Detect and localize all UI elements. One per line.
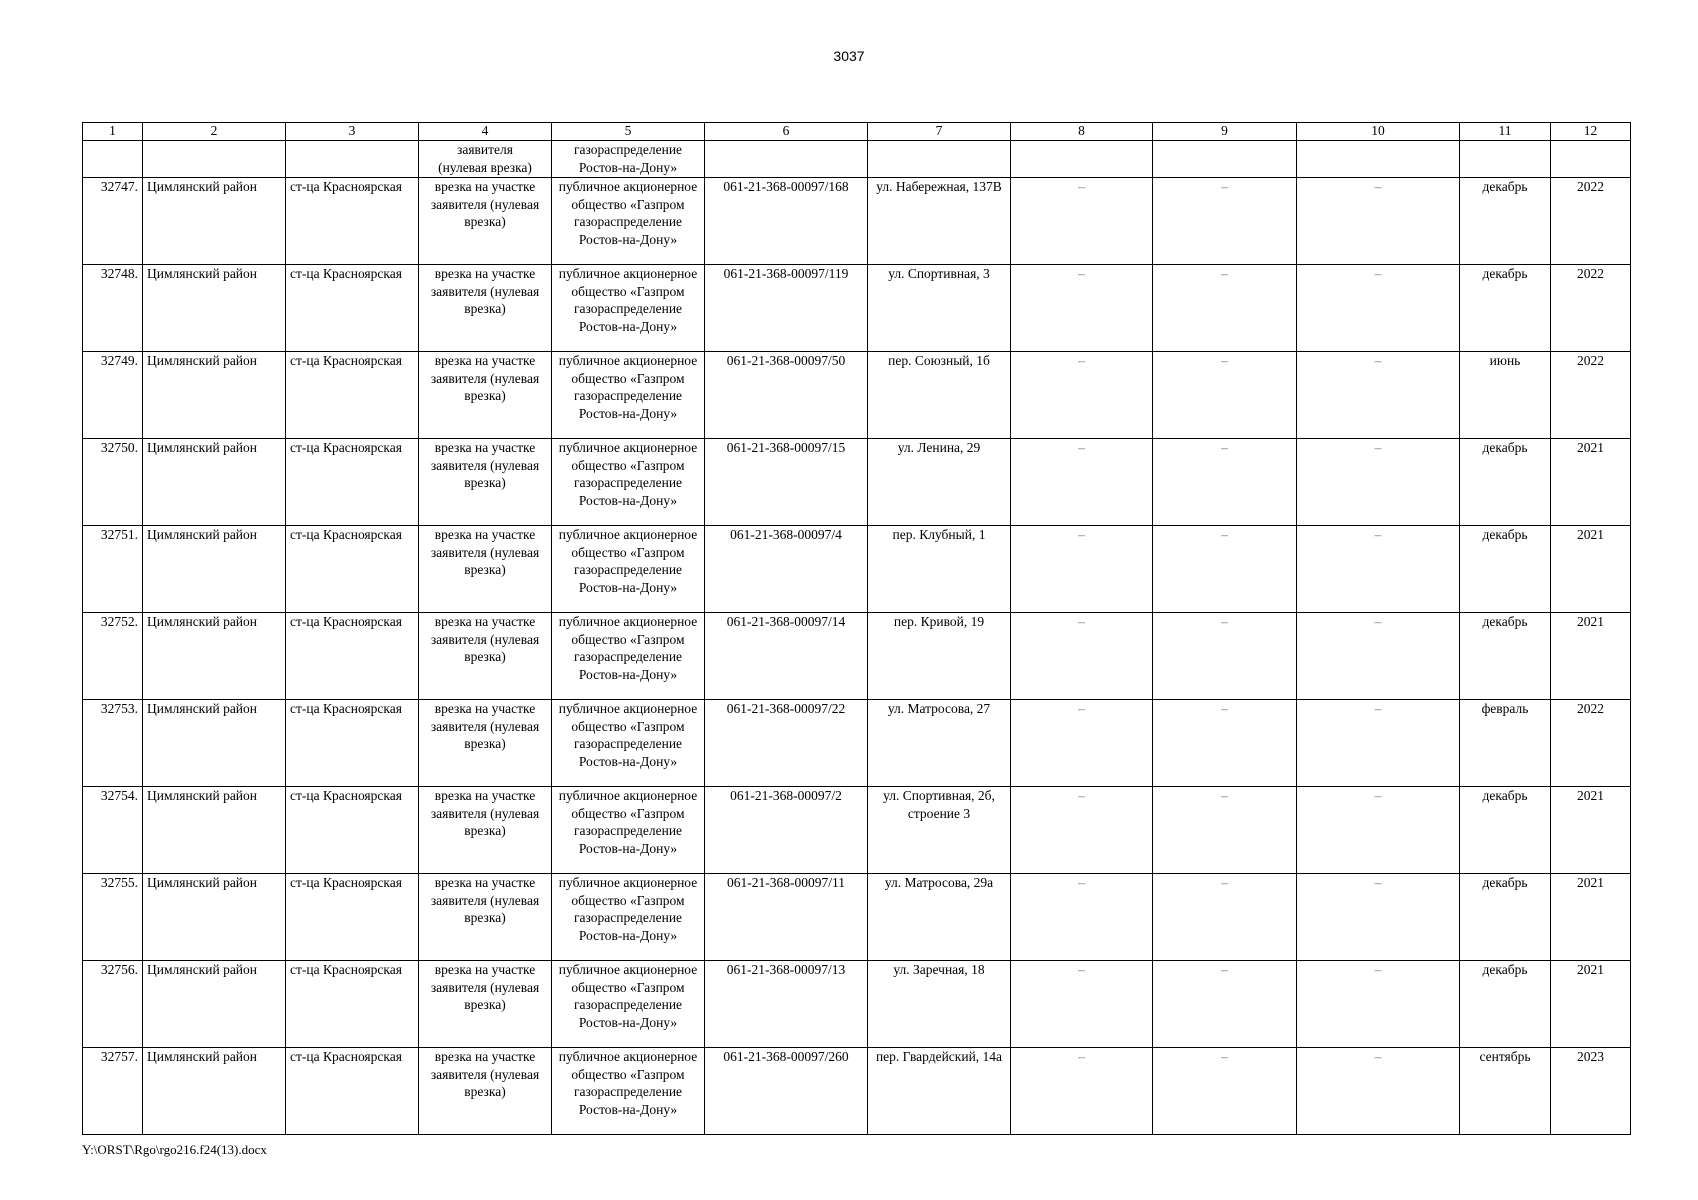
table-body — [83, 141, 1631, 1135]
locality-cell: ст-ца Красноярская — [286, 265, 419, 352]
column-header-8: 8 — [1011, 123, 1153, 141]
code-cell: 061-21-368-00097/4 — [705, 526, 868, 613]
col10-cell: – — [1297, 1048, 1460, 1135]
table-row — [83, 874, 1631, 961]
district-cell: Цимлянский район — [143, 613, 286, 700]
continuation-row — [83, 141, 1631, 178]
address-cell: ул. Набережная, 137В — [868, 178, 1011, 265]
table-row — [83, 700, 1631, 787]
col10-cell: – — [1297, 178, 1460, 265]
col10-cell: – — [1297, 787, 1460, 874]
address-cell: ул. Матросова, 29а — [868, 874, 1011, 961]
address-cell: ул. Спортивная, 2б, строение 3 — [868, 787, 1011, 874]
cont-col4: заявителя (нулевая врезка) — [419, 141, 552, 178]
col9-cell: – — [1153, 178, 1297, 265]
column-header-1: 1 — [83, 123, 143, 141]
col8-cell: – — [1011, 613, 1153, 700]
locality-cell: ст-ца Красноярская — [286, 700, 419, 787]
code-cell: 061-21-368-00097/14 — [705, 613, 868, 700]
code-cell: 061-21-368-00097/260 — [705, 1048, 868, 1135]
connection-type-cell: врезка на участке заявителя (нулевая врезка) — [419, 613, 552, 700]
code-cell: 061-21-368-00097/11 — [705, 874, 868, 961]
col8-cell: – — [1011, 439, 1153, 526]
col10-cell: – — [1297, 874, 1460, 961]
header-row — [83, 123, 1631, 141]
code-cell: 061-21-368-00097/22 — [705, 700, 868, 787]
row-number: 32755. — [83, 874, 143, 961]
connection-type-cell: врезка на участке заявителя (нулевая врезка) — [419, 961, 552, 1048]
row-number: 32752. — [83, 613, 143, 700]
address-cell: пер. Гвардейский, 14а — [868, 1048, 1011, 1135]
year-cell: 2022 — [1551, 178, 1631, 265]
connection-type-cell: врезка на участке заявителя (нулевая врезка) — [419, 439, 552, 526]
cont-col5: газораспределение Ростов-на-Дону» — [552, 141, 705, 178]
col10-cell: – — [1297, 961, 1460, 1048]
organization-cell: публичное акционерное общество «Газпром газораспределение Ростов-на-Дону» — [552, 439, 705, 526]
row-number: 32757. — [83, 1048, 143, 1135]
year-cell: 2021 — [1551, 787, 1631, 874]
col8-cell: – — [1011, 352, 1153, 439]
table-row — [83, 613, 1631, 700]
district-cell: Цимлянский район — [143, 439, 286, 526]
column-header-9: 9 — [1153, 123, 1297, 141]
footer-file-path: Y:\ORST\Rgo\rgo216.f24(13).docx — [82, 1142, 267, 1157]
organization-cell: публичное акционерное общество «Газпром газораспределение Ростов-на-Дону» — [552, 178, 705, 265]
table-row — [83, 1048, 1631, 1135]
month-cell: июнь — [1460, 352, 1551, 439]
row-number: 32747. — [83, 178, 143, 265]
col8-cell: – — [1011, 526, 1153, 613]
col9-cell: – — [1153, 526, 1297, 613]
address-cell: ул. Матросова, 27 — [868, 700, 1011, 787]
code-cell: 061-21-368-00097/168 — [705, 178, 868, 265]
district-cell: Цимлянский район — [143, 352, 286, 439]
col9-cell: – — [1153, 874, 1297, 961]
district-cell: Цимлянский район — [143, 874, 286, 961]
row-number: 32753. — [83, 700, 143, 787]
locality-cell: ст-ца Красноярская — [286, 439, 419, 526]
year-cell: 2022 — [1551, 265, 1631, 352]
code-cell: 061-21-368-00097/2 — [705, 787, 868, 874]
column-header-10: 10 — [1297, 123, 1460, 141]
code-cell: 061-21-368-00097/119 — [705, 265, 868, 352]
organization-cell: публичное акционерное общество «Газпром газораспределение Ростов-на-Дону» — [552, 265, 705, 352]
district-cell: Цимлянский район — [143, 178, 286, 265]
column-header-7: 7 — [868, 123, 1011, 141]
locality-cell: ст-ца Красноярская — [286, 961, 419, 1048]
col8-cell: – — [1011, 961, 1153, 1048]
col8-cell: – — [1011, 787, 1153, 874]
district-cell: Цимлянский район — [143, 961, 286, 1048]
col9-cell: – — [1153, 352, 1297, 439]
col9-cell: – — [1153, 700, 1297, 787]
locality-cell: ст-ца Красноярская — [286, 787, 419, 874]
column-header-6: 6 — [705, 123, 868, 141]
year-cell: 2021 — [1551, 439, 1631, 526]
connection-type-cell: врезка на участке заявителя (нулевая врезка) — [419, 700, 552, 787]
row-number: 32751. — [83, 526, 143, 613]
column-header-2: 2 — [143, 123, 286, 141]
connection-type-cell: врезка на участке заявителя (нулевая врезка) — [419, 787, 552, 874]
column-header-4: 4 — [419, 123, 552, 141]
table-row — [83, 961, 1631, 1048]
month-cell: декабрь — [1460, 178, 1551, 265]
row-number: 32748. — [83, 265, 143, 352]
col8-cell: – — [1011, 874, 1153, 961]
month-cell: декабрь — [1460, 961, 1551, 1048]
code-cell: 061-21-368-00097/15 — [705, 439, 868, 526]
column-header-12: 12 — [1551, 123, 1631, 141]
year-cell: 2021 — [1551, 961, 1631, 1048]
organization-cell: публичное акционерное общество «Газпром газораспределение Ростов-на-Дону» — [552, 700, 705, 787]
address-cell: ул. Ленина, 29 — [868, 439, 1011, 526]
address-cell: пер. Клубный, 1 — [868, 526, 1011, 613]
table-row — [83, 265, 1631, 352]
connection-type-cell: врезка на участке заявителя (нулевая врезка) — [419, 1048, 552, 1135]
year-cell: 2021 — [1551, 526, 1631, 613]
connection-type-cell: врезка на участке заявителя (нулевая врезка) — [419, 874, 552, 961]
district-cell: Цимлянский район — [143, 1048, 286, 1135]
connection-type-cell: врезка на участке заявителя (нулевая врезка) — [419, 265, 552, 352]
col9-cell: – — [1153, 787, 1297, 874]
row-number: 32749. — [83, 352, 143, 439]
year-cell: 2021 — [1551, 874, 1631, 961]
data-table — [82, 122, 1631, 1135]
address-cell: ул. Спортивная, 3 — [868, 265, 1011, 352]
page-number: 3037 — [833, 48, 865, 64]
col10-cell: – — [1297, 265, 1460, 352]
organization-cell: публичное акционерное общество «Газпром газораспределение Ростов-на-Дону» — [552, 787, 705, 874]
month-cell: декабрь — [1460, 613, 1551, 700]
organization-cell: публичное акционерное общество «Газпром газораспределение Ростов-на-Дону» — [552, 961, 705, 1048]
col8-cell: – — [1011, 700, 1153, 787]
address-cell: пер. Союзный, 1б — [868, 352, 1011, 439]
col10-cell: – — [1297, 439, 1460, 526]
year-cell: 2022 — [1551, 352, 1631, 439]
district-cell: Цимлянский район — [143, 526, 286, 613]
col8-cell: – — [1011, 1048, 1153, 1135]
month-cell: декабрь — [1460, 265, 1551, 352]
code-cell: 061-21-368-00097/50 — [705, 352, 868, 439]
address-cell: ул. Заречная, 18 — [868, 961, 1011, 1048]
locality-cell: ст-ца Красноярская — [286, 613, 419, 700]
locality-cell: ст-ца Красноярская — [286, 352, 419, 439]
connection-type-cell: врезка на участке заявителя (нулевая врезка) — [419, 352, 552, 439]
month-cell: декабрь — [1460, 787, 1551, 874]
address-cell: пер. Кривой, 19 — [868, 613, 1011, 700]
month-cell: декабрь — [1460, 526, 1551, 613]
organization-cell: публичное акционерное общество «Газпром газораспределение Ростов-на-Дону» — [552, 352, 705, 439]
table-row — [83, 787, 1631, 874]
col10-cell: – — [1297, 613, 1460, 700]
column-header-5: 5 — [552, 123, 705, 141]
table-row — [83, 526, 1631, 613]
col9-cell: – — [1153, 439, 1297, 526]
district-cell: Цимлянский район — [143, 787, 286, 874]
row-number: 32754. — [83, 787, 143, 874]
organization-cell: публичное акционерное общество «Газпром газораспределение Ростов-на-Дону» — [552, 874, 705, 961]
col8-cell: – — [1011, 265, 1153, 352]
year-cell: 2023 — [1551, 1048, 1631, 1135]
organization-cell: публичное акционерное общество «Газпром газораспределение Ростов-на-Дону» — [552, 526, 705, 613]
month-cell: декабрь — [1460, 874, 1551, 961]
month-cell: декабрь — [1460, 439, 1551, 526]
column-header-3: 3 — [286, 123, 419, 141]
organization-cell: публичное акционерное общество «Газпром газораспределение Ростов-на-Дону» — [552, 613, 705, 700]
year-cell: 2022 — [1551, 700, 1631, 787]
col10-cell: – — [1297, 352, 1460, 439]
col9-cell: – — [1153, 961, 1297, 1048]
col10-cell: – — [1297, 700, 1460, 787]
column-header-11: 11 — [1460, 123, 1551, 141]
col8-cell: – — [1011, 178, 1153, 265]
table-row — [83, 178, 1631, 265]
locality-cell: ст-ца Красноярская — [286, 526, 419, 613]
connection-type-cell: врезка на участке заявителя (нулевая врезка) — [419, 178, 552, 265]
year-cell: 2021 — [1551, 613, 1631, 700]
locality-cell: ст-ца Красноярская — [286, 1048, 419, 1135]
col10-cell: – — [1297, 526, 1460, 613]
row-number: 32756. — [83, 961, 143, 1048]
month-cell: сентябрь — [1460, 1048, 1551, 1135]
col9-cell: – — [1153, 265, 1297, 352]
organization-cell: публичное акционерное общество «Газпром газораспределение Ростов-на-Дону» — [552, 1048, 705, 1135]
locality-cell: ст-ца Красноярская — [286, 874, 419, 961]
table-row — [83, 439, 1631, 526]
col9-cell: – — [1153, 613, 1297, 700]
code-cell: 061-21-368-00097/13 — [705, 961, 868, 1048]
row-number: 32750. — [83, 439, 143, 526]
district-cell: Цимлянский район — [143, 700, 286, 787]
connection-type-cell: врезка на участке заявителя (нулевая врезка) — [419, 526, 552, 613]
district-cell: Цимлянский район — [143, 265, 286, 352]
table-row — [83, 352, 1631, 439]
col9-cell: – — [1153, 1048, 1297, 1135]
locality-cell: ст-ца Красноярская — [286, 178, 419, 265]
month-cell: февраль — [1460, 700, 1551, 787]
